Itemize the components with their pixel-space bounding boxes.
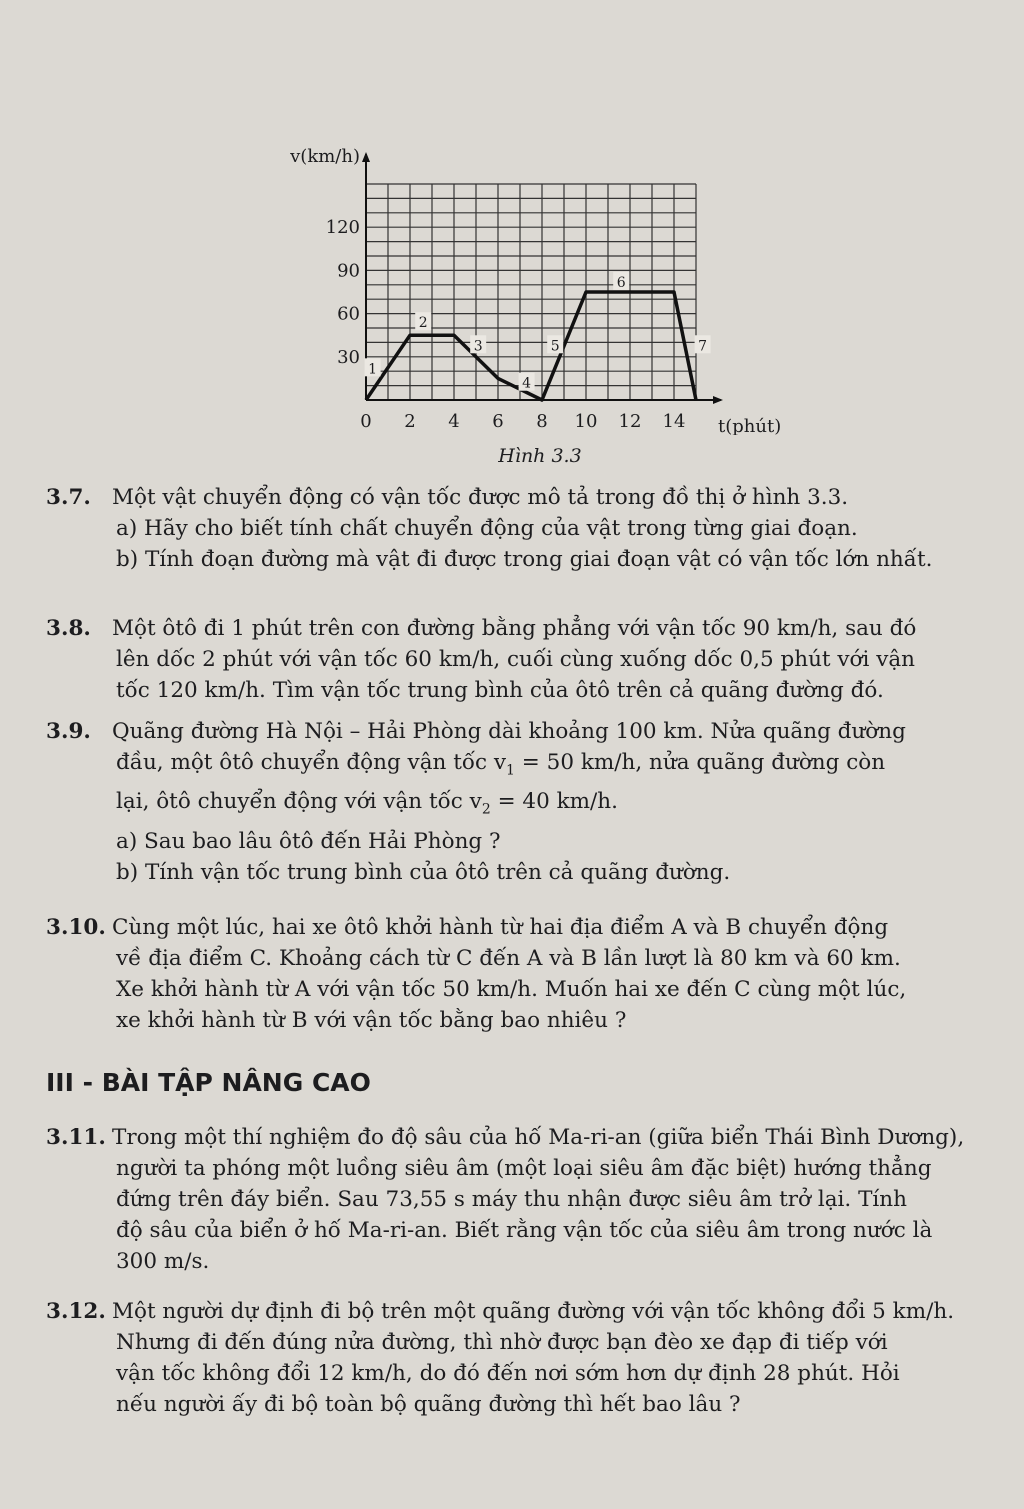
velocity-time-graph: [280, 135, 800, 465]
y-tick-label: 120: [325, 217, 360, 239]
x-tick-label: 14: [662, 411, 686, 432]
problem-number: 3.12.: [46, 1299, 106, 1324]
x-axis-arrow: [713, 396, 723, 404]
problem-number: 3.10.: [46, 915, 106, 940]
segment-label: 3: [473, 338, 483, 355]
y-axis-label: v(km/h): [290, 146, 360, 167]
problem-3-8: [46, 613, 996, 706]
segment-label: 2: [418, 315, 428, 332]
problem-number: 3.9.: [46, 719, 91, 744]
problem-line: Nhưng đi đến đúng nửa đường, thì nhờ được bạn đèo xe đạp đi tiếp với: [116, 1330, 888, 1355]
x-tick-label: 0: [360, 411, 372, 432]
problem-line: Một ôtô đi 1 phút trên con đường bằng phẳng với vận tốc 90 km/h, sau đó: [112, 616, 917, 641]
x-tick-label: 2: [404, 411, 416, 432]
problem-number: 3.8.: [46, 616, 91, 641]
segment-label: 4: [522, 375, 532, 392]
subscript: 1: [506, 762, 515, 779]
problem-line: xe khởi hành từ B với vận tốc bằng bao nhiêu ?: [116, 1008, 627, 1033]
problem-line: Một người dự định đi bộ trên một quãng đường với vận tốc không đổi 5 km/h.: [112, 1299, 955, 1324]
problem-number: 3.7.: [46, 485, 91, 510]
problem-line: Xe khởi hành từ A với vận tốc 50 km/h. Muốn hai xe đến C cùng một lúc,: [116, 977, 907, 1002]
x-tick-label: 8: [536, 411, 548, 432]
problem-line: Quãng đường Hà Nội – Hải Phòng dài khoảng 100 km. Nửa quãng đường: [112, 719, 906, 744]
problem-3-11: [46, 1122, 996, 1277]
problem-3-10: [46, 912, 996, 1036]
chart-svg: [280, 135, 800, 435]
text-fragment: đầu, một ôtô chuyển động vận tốc v: [116, 750, 507, 775]
problem-3-9: [46, 716, 996, 888]
problem-line: Trong một thí nghiệm đo độ sâu của hố Ma-ri-an (giữa biển Thái Bình Dương),: [112, 1125, 965, 1150]
x-tick-label: 6: [492, 411, 504, 432]
subscript: 2: [481, 801, 491, 818]
problem-line: đứng trên đáy biển. Sau 73,55 s máy thu nhận được siêu âm trở lại. Tính: [116, 1187, 907, 1212]
problem-part-a: a) Hãy cho biết tính chất chuyển động của vật trong từng giai đoạn.: [116, 516, 858, 541]
problem-line: vận tốc không đổi 12 km/h, do đó đến nơi sớm hơn dự định 28 phút. Hỏi: [116, 1361, 900, 1386]
problem-part-b: b) Tính đoạn đường mà vật đi được trong giai đoạn vật có vận tốc lớn nhất.: [116, 547, 933, 572]
y-tick-label: 60: [337, 303, 360, 325]
problem-line: lên dốc 2 phút với vận tốc 60 km/h, cuối cùng xuống dốc 0,5 phút với vận: [116, 647, 916, 672]
section-heading: III - BÀI TẬP NÂNG CAO: [46, 1068, 371, 1097]
problem-text: Một vật chuyển động có vận tốc được mô tả trong đồ thị ở hình 3.3.: [112, 485, 849, 510]
y-tick-label: 90: [337, 260, 360, 282]
problem-line-v2: [46, 786, 996, 825]
segment-label: 7: [698, 338, 708, 355]
problem-line: độ sâu của biển ở hố Ma-ri-an. Biết rằng vận tốc của siêu âm trong nước là: [116, 1218, 933, 1243]
segment-label: 1: [368, 361, 378, 378]
problem-line: người ta phóng một luồng siêu âm (một loại siêu âm đặc biệt) hướng thẳng: [116, 1156, 932, 1181]
problem-part-b: b) Tính vận tốc trung bình của ôtô trên cả quãng đường.: [116, 859, 731, 885]
segment-label: 6: [616, 274, 626, 291]
x-tick-label: 4: [448, 411, 460, 432]
problem-line: 300 m/s.: [116, 1249, 210, 1274]
problem-line-v1: [46, 747, 996, 786]
problem-3-7: [46, 482, 996, 575]
problem-part-a: a) Sau bao lâu ôtô đến Hải Phòng ?: [116, 828, 501, 854]
segment-label: 5: [550, 338, 560, 355]
text-fragment: lại, ôtô chuyển động với vận tốc v: [116, 789, 482, 815]
x-axis-label: t(phút): [718, 416, 782, 435]
problem-line: tốc 120 km/h. Tìm vận tốc trung bình của ôtô trên cả quãng đường đó.: [116, 678, 884, 703]
problem-number: 3.11.: [46, 1125, 106, 1150]
y-tick-label: 30: [337, 346, 360, 368]
problem-3-12: [46, 1296, 996, 1420]
text-fragment: = 50 km/h, nửa quãng đường còn: [514, 750, 886, 775]
x-tick-label: 12: [618, 411, 642, 432]
problem-line: nếu người ấy đi bộ toàn bộ quãng đường thì hết bao lâu ?: [116, 1392, 741, 1417]
y-axis-arrow: [362, 152, 370, 162]
text-fragment: = 40 km/h.: [490, 789, 618, 815]
problem-line: về địa điểm C. Khoảng cách từ C đến A và B lần lượt là 80 km và 60 km.: [116, 946, 901, 971]
figure-caption: Hình 3.3: [498, 445, 582, 467]
x-tick-label: 10: [574, 411, 598, 432]
problem-line: Cùng một lúc, hai xe ôtô khởi hành từ hai địa điểm A và B chuyển động: [112, 915, 889, 940]
